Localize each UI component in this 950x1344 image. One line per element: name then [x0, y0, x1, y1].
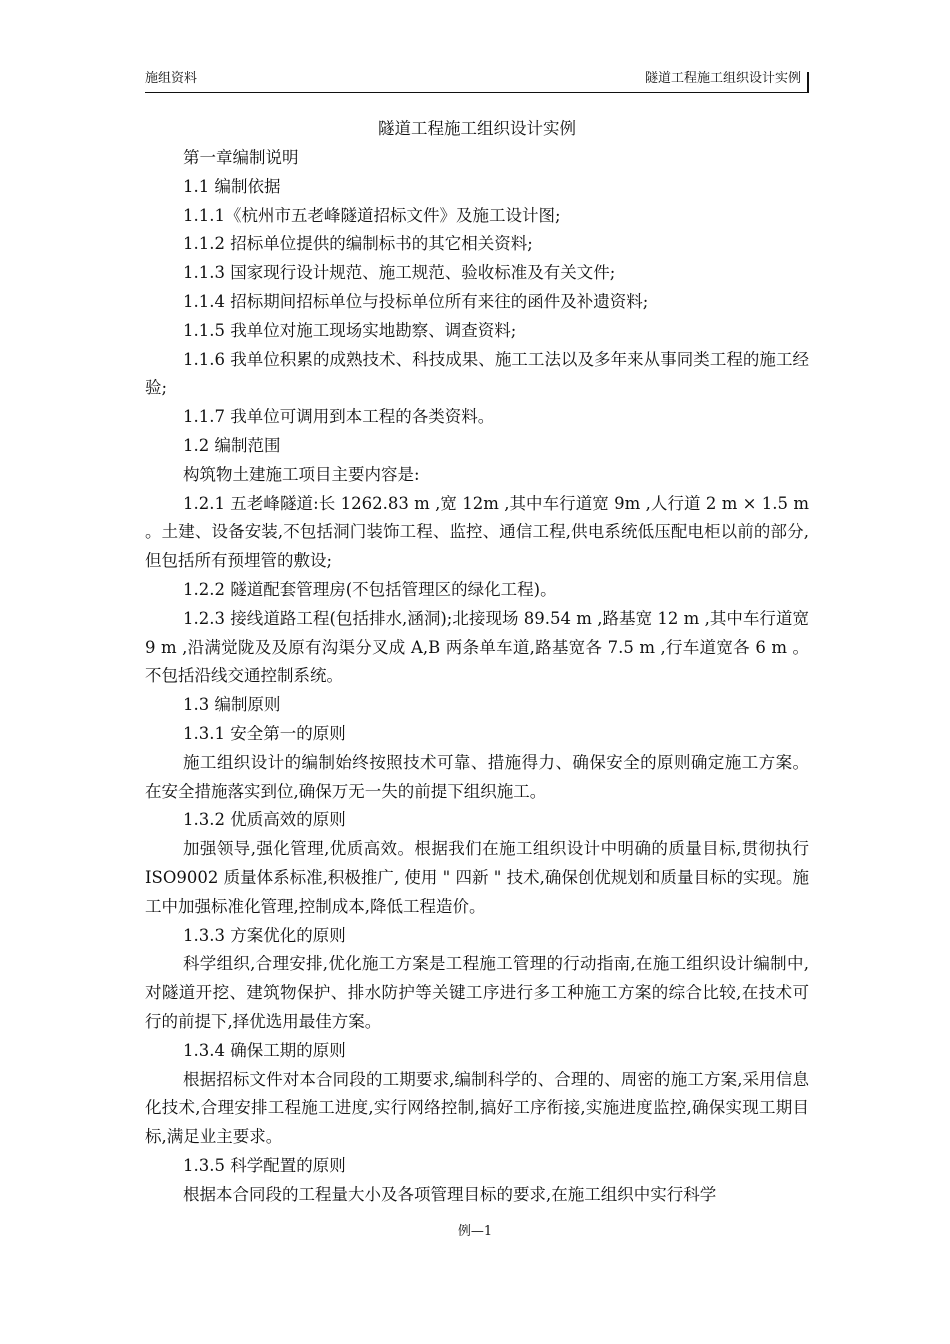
- section-heading: 1.1 编制依据: [183, 176, 281, 196]
- list-item: 1.2.1 五老峰隧道:长 1262.83 m ,宽 12m ,其中车行道宽 9m ,人行道 2 m × 1.5 m 。土建、设备安装,不包括洞门装饰工程、监控、通信工程,供电系统低压配电柜以前的部分,但包括所有预埋管的敷设;: [145, 493, 809, 571]
- body-paragraph: 施工组织设计的编制始终按照技术可靠、措施得力、确保安全的原则确定施工方案。在安全措施落实到位,确保万无一失的前提下组织施工。: [145, 752, 809, 801]
- list-item: 1.2.2 隧道配套管理房(不包括管理区的绿化工程)。: [183, 579, 557, 599]
- chapter-heading: 第一章编制说明: [183, 148, 299, 167]
- list-item: 1.1.6 我单位积累的成熟技术、科技成果、施工工法以及多年来从事同类工程的施工经验;: [145, 349, 809, 398]
- body-paragraph: 科学组织,合理安排,优化施工方案是工程施工管理的行动指南,在施工组织设计编制中,对隧道开挖、建筑物保护、排水防护等关键工序进行多工种施工方案的综合比较,在技术可行的前提下,择优选用最佳方案。: [145, 954, 809, 1031]
- subsection-heading: 1.3.5 科学配置的原则: [183, 1155, 346, 1175]
- list-item: 1.1.7 我单位可调用到本工程的各类资料。: [183, 407, 495, 427]
- body-paragraph: 根据招标文件对本合同段的工期要求,编制科学的、合理的、周密的施工方案,采用信息化技术,合理安排工程施工进度,实行网络控制,搞好工序衔接,实施进度监控,确保实现工期目标,满足业主要求。: [145, 1069, 809, 1147]
- section-heading: 1.3 编制原则: [183, 695, 281, 715]
- list-item: 1.1.1《杭州市五老峰隧道招标文件》及施工设计图;: [183, 205, 561, 225]
- subsection-heading: 1.3.3 方案优化的原则: [183, 925, 346, 945]
- section-heading: 1.2 编制范围: [183, 435, 281, 455]
- list-item: 1.2.3 接线道路工程(包括排水,涵洞);北接现场 89.54 m ,路基宽 12 m ,其中车行道宽 9 m ,沿满觉陇及及原有沟渠分叉成 A,B 两条单车道,路基宽各 7.5 m ,行车道宽各 6 m 。不包括沿线交通控制系统。: [145, 608, 809, 686]
- document-body: [145, 144, 809, 1209]
- body-paragraph: 根据本合同段的工程量大小及各项管理目标的要求,在施工组织中实行科学: [183, 1184, 717, 1204]
- page-header: [145, 70, 809, 93]
- header-edge-mark: [807, 72, 809, 92]
- header-left-text: 施组资料: [145, 71, 198, 86]
- body-paragraph: 构筑物土建施工项目主要内容是:: [183, 464, 420, 484]
- document-title: 隧道工程施工组织设计实例: [378, 119, 576, 138]
- page-number: 例—1: [457, 1224, 493, 1239]
- list-item: 1.1.4 招标期间招标单位与投标单位所有来往的函件及补遗资料;: [183, 291, 649, 311]
- header-right-text: 隧道工程施工组织设计实例: [644, 71, 801, 86]
- subsection-heading: 1.3.2 优质高效的原则: [183, 810, 346, 830]
- body-paragraph: 加强领导,强化管理,优质高效。根据我们在施工组织设计中明确的质量目标,贯彻执行 ISO9002 质量体系标准,积极推广, 使用 " 四新 " 技术,确保创优规划和质量目标的实现。施工中加强标准化管理,控制成本,降低工程造价。: [145, 839, 809, 916]
- list-item: 1.1.2 招标单位提供的编制标书的其它相关资料;: [183, 234, 533, 254]
- subsection-heading: 1.3.4 确保工期的原则: [183, 1040, 346, 1060]
- subsection-heading: 1.3.1 安全第一的原则: [183, 723, 346, 743]
- list-item: 1.1.3 国家现行设计规范、施工规范、验收标准及有关文件;: [183, 263, 616, 283]
- list-item: 1.1.5 我单位对施工现场实地勘察、调查资料;: [183, 320, 517, 340]
